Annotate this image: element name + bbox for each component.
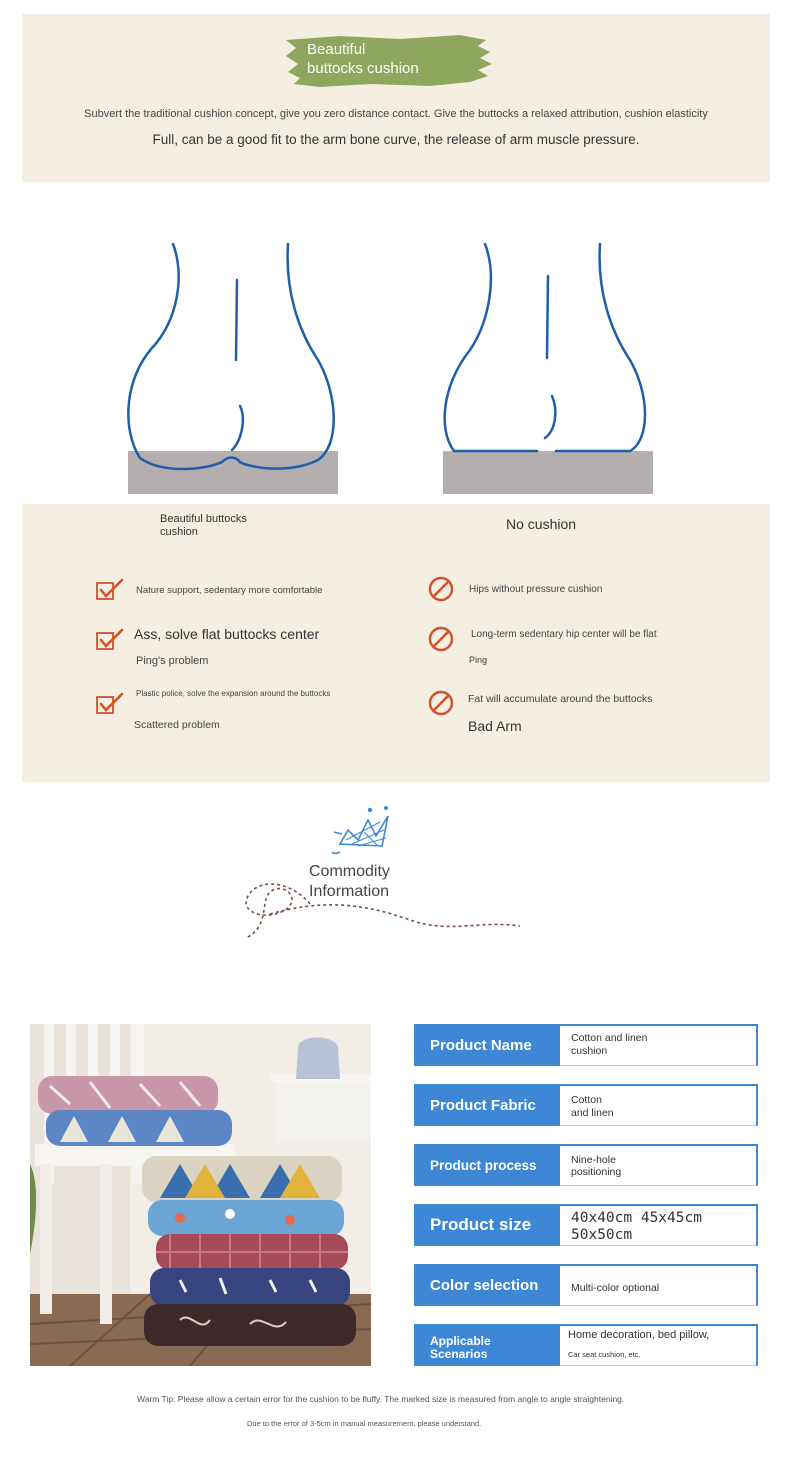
cushion-navy [150,1268,350,1306]
product-photo [30,1024,371,1366]
spec-value: 40x40cm 45x45cm 50x50cm [571,1210,702,1243]
spec-value: Nine-hole positioning [571,1154,622,1178]
con-1-line-1: Hips without pressure cushion [469,584,603,595]
spec-value-box [560,1024,758,1066]
intro-description-line-1: Subvert the traditional cushion concept, give you zero distance contact. Give the buttocks a relaxed attribution, cushion elasticity [84,108,708,120]
checkmark-box-icon [94,691,126,717]
cushion-dark-brown [144,1304,356,1346]
spec-row-applicable-scenarios [414,1324,758,1366]
intro-title: Beautiful buttocks cushion [307,41,419,77]
spec-value: Cotton and linen cushion [571,1032,648,1057]
spec-value-box [560,1084,758,1126]
con-2-line-2: Ping [469,655,488,665]
spec-value: Multi-color optional [571,1282,660,1294]
cushion-pink [38,1076,218,1114]
con-2-line-1: Long-term sedentary hip center will be flat [471,629,657,640]
warm-tip: Warm Tip: Please allow a certain error for the cushion to be fluffy. The marked size is measured from angle to angle straightening. [137,1394,625,1404]
pro-2-line-1: Ass, solve flat buttocks center [134,626,320,642]
spec-label: Product process [414,1144,560,1186]
pro-3-line-1: Plastic police, solve the expansion around the buttocks [136,689,331,698]
checkmark-box-icon [94,627,126,653]
spec-row-product-size [414,1204,758,1246]
spec-label: Color selection [414,1264,560,1306]
comparison-panel [22,504,770,782]
prohibited-icon [427,575,455,603]
cushion-triangle-pattern [142,1156,342,1202]
spec-value-box [560,1324,758,1366]
right-caption: No cushion [506,516,577,532]
crown-icon [332,806,388,854]
checkmark-box-icon [94,577,126,603]
left-caption: Beautiful buttocks cushion [160,513,247,538]
intro-description-line-2: Full, can be a good fit to the arm bone curve, the release of arm muscle pressure. [152,132,640,147]
spec-label: Applicable Scenarios [414,1324,560,1366]
spec-value: Cotton and linen [571,1094,614,1119]
spec-label: Product Fabric [414,1084,560,1126]
buttocks-comparison-diagram [0,230,790,500]
spec-row-color-selection [414,1264,758,1306]
con-3-line-2: Bad Arm [468,718,522,734]
spec-row-product-process [414,1144,758,1186]
spec-value-secondary: Car seat cushion, etc. [568,1350,641,1359]
spec-value-box [560,1204,758,1246]
con-3-line-1: Fat will accumulate around the buttocks [468,693,653,705]
body-outline-with-cushion [128,244,333,469]
cushion-block-right [443,451,653,494]
cushion-red-plaid [156,1234,348,1270]
spec-row-product-fabric [414,1084,758,1126]
spec-value-box [560,1264,758,1306]
cushion-light-blue [148,1200,344,1236]
spec-label: Product size [414,1204,560,1246]
prohibited-icon [427,625,455,653]
body-outline-no-cushion [445,244,645,451]
cushion-blue-triangles [46,1110,232,1146]
intro-panel [22,14,770,182]
spec-value: Home decoration, bed pillow, [568,1329,710,1341]
section-title: Commodity Information [309,863,390,900]
spec-row-product-name [414,1024,758,1066]
pro-1-line-1: Nature support, sedentary more comfortable [136,585,323,596]
spec-value-box [560,1144,758,1186]
measurement-note: Due to the error of 3-5cm in manual measurement, please understand. [247,1419,482,1428]
spec-label: Product Name [414,1024,560,1066]
prohibited-icon [427,689,455,717]
pro-3-line-2: Scattered problem [134,719,220,731]
pro-2-line-2: Ping's problem [136,655,209,667]
cushion-stack-image [30,1024,371,1366]
